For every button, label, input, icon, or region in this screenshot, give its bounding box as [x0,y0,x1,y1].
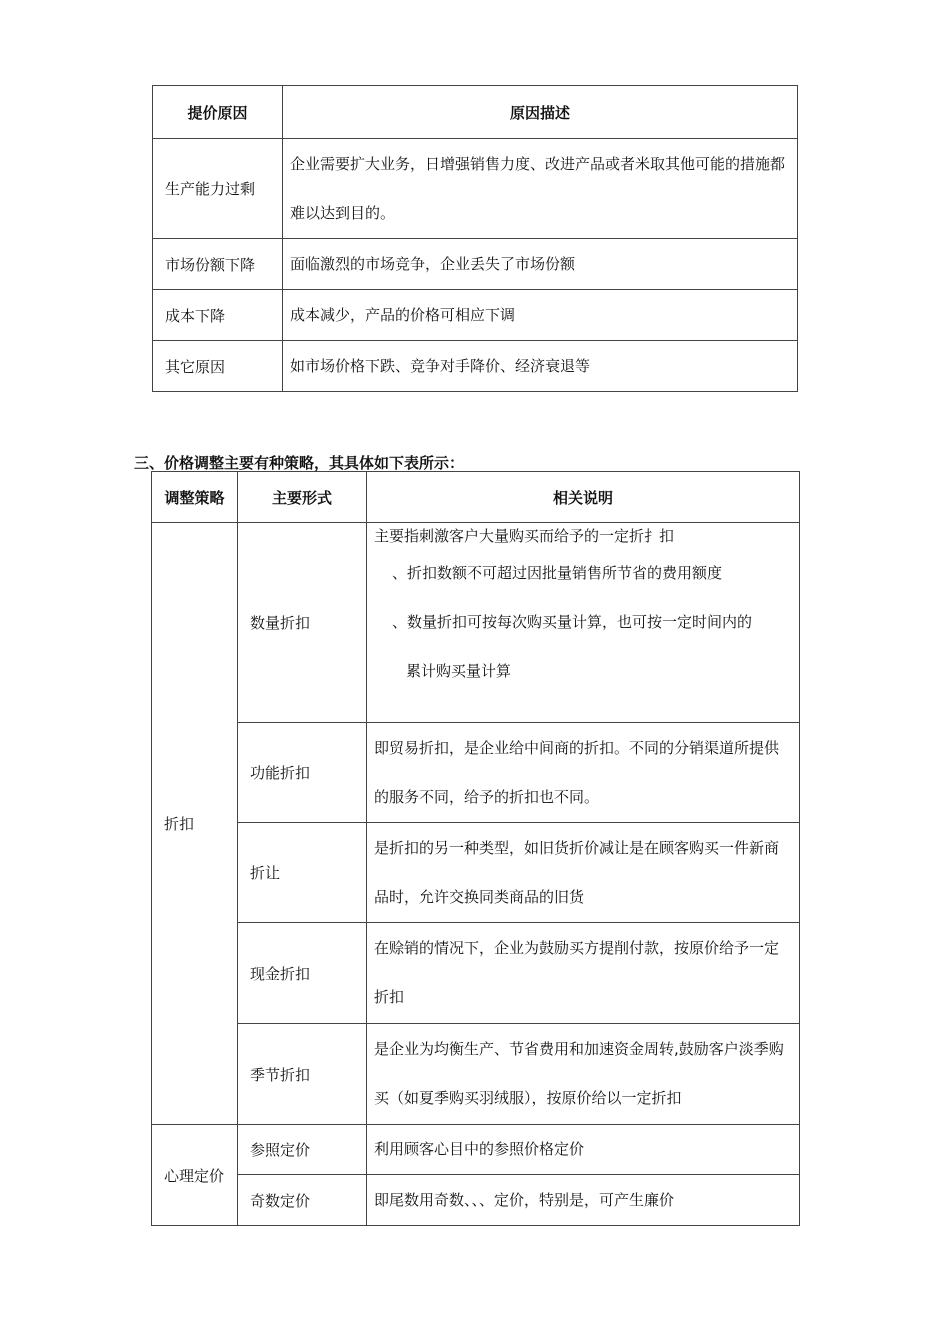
form-cell: 折让 [238,823,367,923]
header-strategy: 调整策略 [152,472,238,523]
description-cell: 成本减少，产品的价格可相应下调 [283,290,798,341]
explanation-line: 、折扣数额不可超过因批量销售所节省的费用额度 [392,564,723,582]
reason-cell: 其它原因 [153,341,283,392]
form-cell: 参照定价 [238,1125,367,1175]
explanation-cell: 是折扣的另一种类型，如旧货折价减让是在顾客购买一件新商品时，允许交换同类商品的旧货 [367,823,800,923]
description-cell: 企业需要扩大业务，日增强销售力度、改进产品或者米取其他可能的措施都难以达到目的。 [283,139,798,239]
form-cell: 功能折扣 [238,723,367,823]
explanation-cell: 即尾数用奇数、、、定价，特别是，可产生廉价 [367,1175,800,1226]
strategy-cell: 心理定价 [152,1125,238,1226]
explanation-cell: 即贸易折扣，是企业给中间商的折扣。不同的分销渠道所提供的服务不同，给予的折扣也不同。 [367,723,800,823]
strategy-cell: 折扣 [152,523,238,1125]
header-reason: 提价原因 [153,86,283,139]
price-increase-table [152,85,798,392]
header-explanation: 相关说明 [367,472,800,523]
explanation-cell: 利用顾客心目中的参照价格定价 [367,1125,800,1175]
explanation-line: 累计购买量计算 [406,662,512,680]
reason-cell: 成本下降 [153,290,283,341]
section-heading: 三、价格调整主要有种策略，其具体如下表所示： [134,454,465,472]
form-cell: 现金折扣 [238,923,367,1024]
reason-cell: 市场份额下降 [153,239,283,290]
header-description: 原因描述 [283,86,798,139]
explanation-line: 主要指刺激客户大量购买而给予的一定折扌扣 [374,527,675,545]
description-cell: 面临激烈的市场竞争，企业丢失了市场份额 [283,239,798,290]
form-cell: 季节折扣 [238,1024,367,1125]
explanation-cell: 在赊销的情况下，企业为鼓励买方提削付款，按原价给予一定折扣 [367,923,800,1024]
price-adjustment-strategy-table [151,471,800,1226]
explanation-cell [367,523,800,723]
explanation-cell: 是企业为均衡生产、节省费用和加速资金周转,鼓励客户淡季购买（如夏季购买羽绒服），按原价给以一定折扣 [367,1024,800,1125]
explanation-line: 、数量折扣可按每次购买量计算，也可按一定时间内的 [392,613,753,631]
form-cell: 奇数定价 [238,1175,367,1226]
description-cell: 如市场价格下跌、竞争对手降价、经济衰退等 [283,341,798,392]
header-form: 主要形式 [238,472,367,523]
form-cell: 数量折扣 [238,523,367,723]
reason-cell: 生产能力过剩 [153,139,283,239]
